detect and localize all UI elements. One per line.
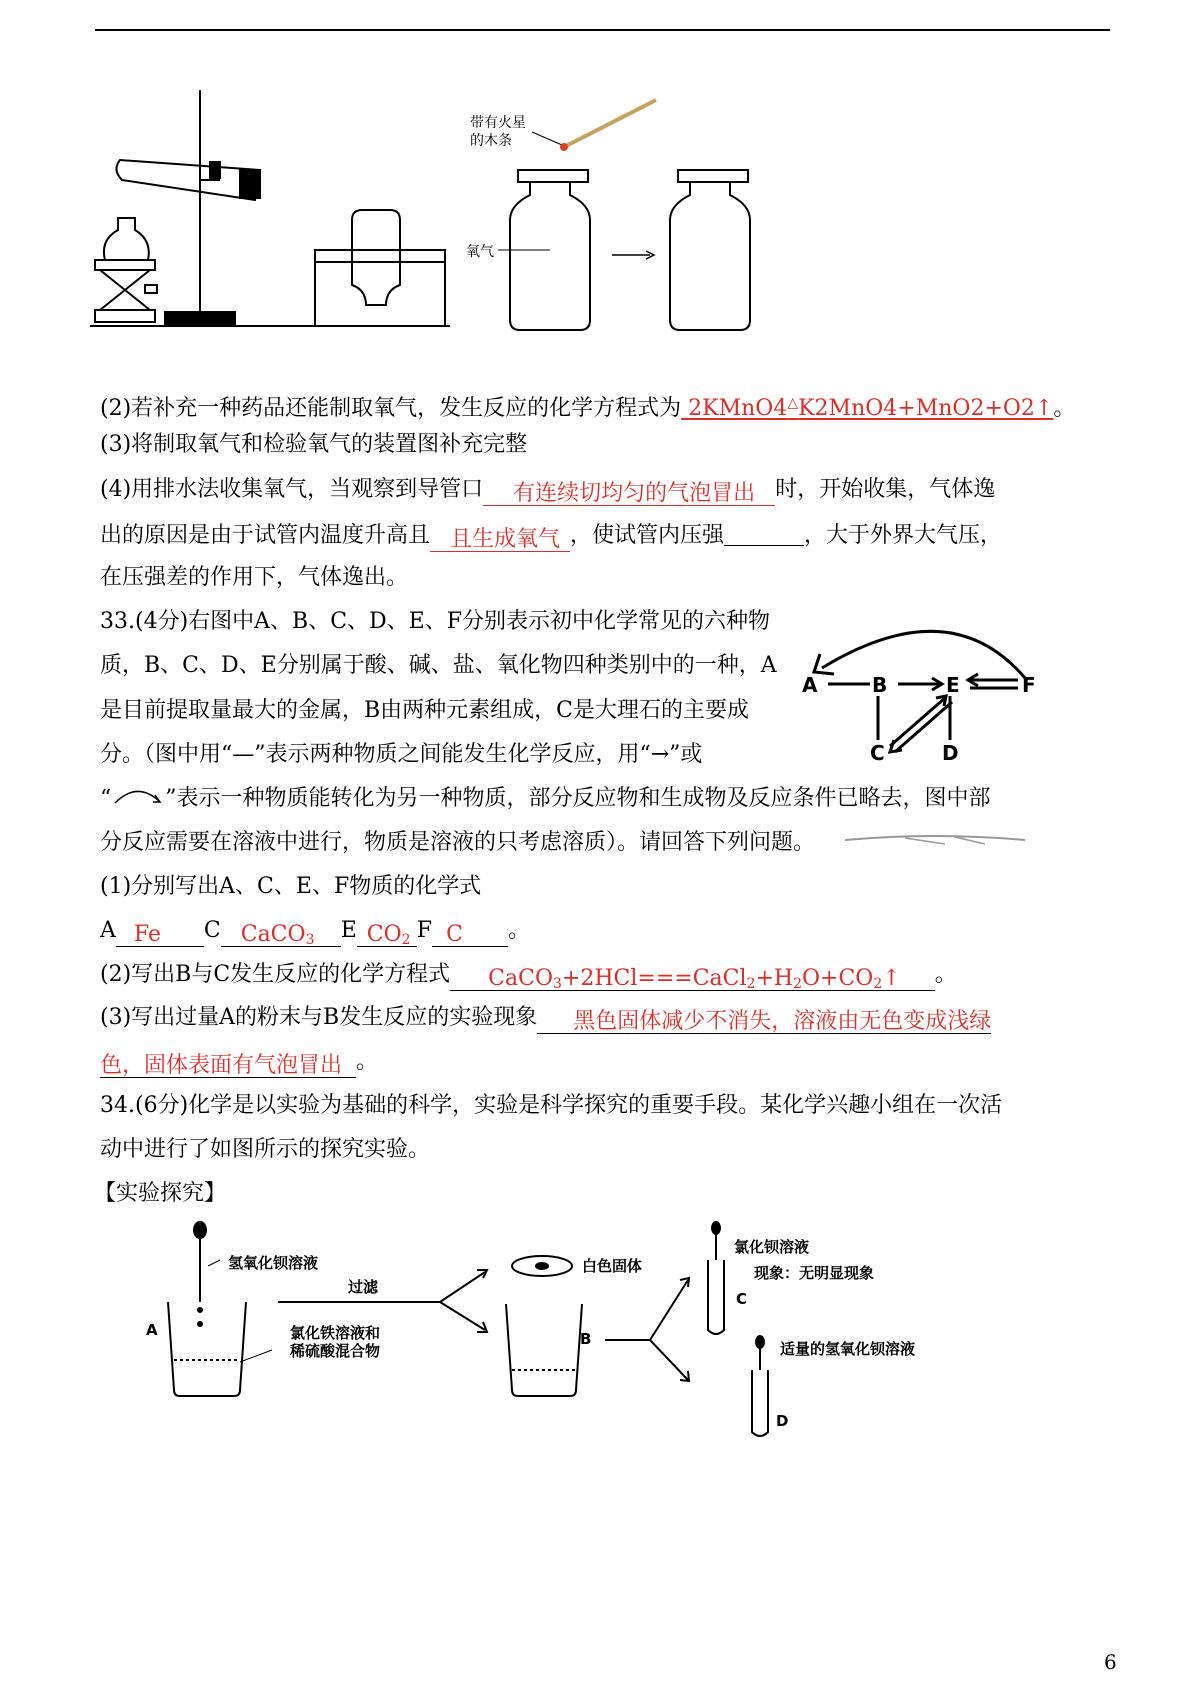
q33-part1-answers: A Fe C CaCO$_3$ E $CO_2$ F C 。: [100, 918, 531, 948]
q34-experiment-figure: [140, 1220, 1020, 1450]
q34-section-title: 【实验探究】: [94, 1181, 227, 1206]
mixture-label-2: 稀硫酸混合物: [290, 1342, 381, 1360]
beaker-b-label: B: [580, 1330, 592, 1348]
phenomenon-label: 现象：无明显现象: [754, 1264, 875, 1282]
node-b: B: [872, 673, 888, 697]
node-c: C: [870, 741, 885, 765]
node-f: F: [1022, 673, 1036, 697]
reagent-top-label: 氢氧化钡溶液: [228, 1254, 319, 1272]
q33-line4: 分。（图中用“—”表示两种物质之间能发生化学反应，用“→”或: [100, 742, 703, 767]
q33-line5: “ ”表示一种物质能转化为另一种物质，部分反应物和生成物及反应条件已略去，图中部: [100, 786, 991, 811]
header-rule: [95, 29, 1110, 31]
white-solid-label: 白色固体: [582, 1257, 643, 1275]
q34-line1: 34.(6分)化学是以实验为基础的科学，实验是科学探究的重要手段。某化学兴趣小组在一次活: [100, 1093, 1003, 1118]
curved-arrow-icon: [111, 787, 165, 807]
q33-part3-line1: (3)写出过量A的粉末与B发生反应的实验现象 黑色固体减少不消失，溶液由无色变成浅绿: [100, 1005, 992, 1034]
q32-part4-line2: 出的原因是由于试管内温度升高且 且生成氧气 ，使试管内压强 ，大于外界大气压，: [100, 519, 1002, 552]
q33-line6: 分反应需要在溶液中进行，物质是溶液的只考虑溶质）。请回答下列问题。: [100, 830, 816, 855]
q33-line3: 是目前提取量最大的金属，B由两种元素组成，C是大理石的主要成: [100, 698, 750, 723]
q33-part2: (2)写出B与C发生反应的化学方程式 $CaCO_3+2HCl===CaCl_2+H_2O+CO_2↑$ 。: [100, 962, 957, 992]
mixture-label-1: 氯化铁溶液和: [290, 1324, 381, 1342]
beaker-a-label: A: [146, 1321, 158, 1339]
scan-artifact: [845, 832, 1025, 848]
oxygen-label: 氧气: [466, 244, 494, 260]
oxygen-apparatus-figure: [90, 90, 790, 340]
q32-part4-line1: (4)用排水法收集氧气，当观察到导管口 有连续切均匀的气泡冒出 时，开始收集，气体逸: [100, 477, 996, 506]
q33-relation-diagram: [800, 610, 1050, 770]
node-d: D: [942, 741, 959, 765]
page-number: 6: [1104, 1650, 1117, 1674]
splint-label-1: 带有火星: [470, 115, 526, 131]
q33-part3-line2: 色，固体表面有气泡冒出 。: [100, 1049, 379, 1078]
q32-part3: (3)将制取氧气和检验氧气的装置图补充完整: [100, 432, 528, 457]
tube-c-label: C: [736, 1290, 748, 1308]
q33-line1: 33.(4分)右图中A、B、C、D、E、F分别表示初中化学常见的六种物: [100, 609, 771, 634]
q34-line2: 动中进行了如图所示的探究实验。: [100, 1137, 431, 1162]
baoh2-label: 适量的氢氧化钡溶液: [780, 1340, 916, 1358]
filter-label: 过滤: [348, 1278, 379, 1296]
q33-line2: 质，B、C、D、E分别属于酸、碱、盐、氧化物四种类别中的一种，A: [100, 653, 777, 678]
q32-part2: (2)若补充一种药品还能制取氧气，发生反应的化学方程式为 2KMnO4△K2MnO4+MnO2+O2↑。: [100, 395, 1076, 421]
bacl2-label: 氯化钡溶液: [734, 1238, 810, 1256]
q33-part1: (1)分别写出A、C、E、F物质的化学式: [100, 874, 482, 899]
node-a: A: [802, 673, 818, 697]
node-e: E: [946, 673, 960, 697]
tube-d-label: D: [776, 1412, 789, 1430]
splint-label-2: 的木条: [470, 133, 512, 149]
q32-part4-line3: 在压强差的作用下，气体逸出。: [100, 565, 409, 590]
